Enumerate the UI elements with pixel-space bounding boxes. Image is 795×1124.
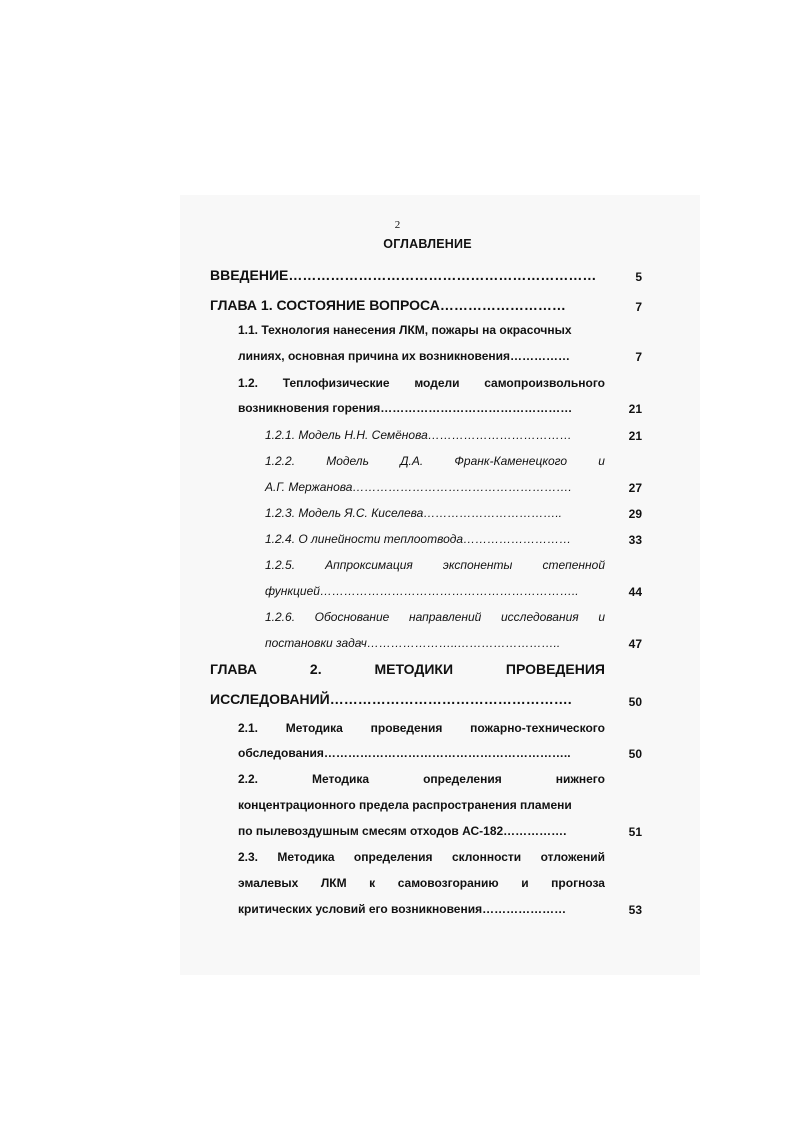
toc-entry-1-2-3[interactable]: 1.2.3. Модель Я.С. Киселева…………………………….. [265,506,562,520]
word: 1.2.2. [265,454,296,468]
word: степенной [542,558,605,572]
word: к [369,876,376,890]
toc-page-1-2-4: 33 [628,533,642,547]
toc-entry-1-2-6-line2[interactable]: постановки задач…………………..…………………….. [265,636,561,650]
word: модели [414,376,460,390]
toc-entry-2-2-line1[interactable] [238,773,605,785]
toc-page-1-2-2: 27 [628,481,642,495]
page-number: 2 [394,219,401,231]
word: ГЛАВА [210,661,258,677]
word: 1.2.5. [265,558,296,572]
word: самовозгоранию [397,876,499,890]
word: МЕТОДИКИ [374,661,454,677]
word: 2.2. [238,772,259,786]
toc-entry-2-1-line1[interactable] [238,722,605,734]
word: Д.А. [400,454,424,468]
word: проведения [370,721,443,735]
toc-page-1-2-6: 47 [628,637,642,651]
toc-page-introduction: 5 [635,270,642,284]
word: эмалевых [238,876,299,890]
toc-entry-2-3-line1[interactable]: 2.3. Методика определения склонности отложений [238,850,605,864]
word: 1.2. [238,376,259,390]
toc-page-chapter-1: 7 [635,300,642,314]
toc-entry-1-2-1[interactable]: 1.2.1. Модель Н.Н. Семёнова……………………………… [265,428,572,442]
word: 2.1. [238,721,259,735]
word: прогноза [551,876,605,890]
toc-page-1-2-1: 21 [628,429,642,443]
word: экспоненты [442,558,513,572]
toc-entry-2-2-line3[interactable]: по пылевоздушным смесям отходов АС-182……………. [238,824,567,838]
toc-entry-1-2-line2[interactable]: возникновения горения………………………………………… [238,401,573,415]
toc-page-1-2-5: 44 [628,585,642,599]
word: нижнего [555,772,605,786]
toc-entry-1-1-line2[interactable]: линиях, основная причина их возникновения…………… [238,349,571,363]
word: и [521,876,529,890]
toc-entry-2-1-line2[interactable]: обследования…………………………………………………….. [238,746,571,760]
toc-page-1-2: 21 [628,402,642,416]
toc-entry-1-2-2-line2[interactable]: А.Г. Мержанова………………………………………………. [265,480,572,494]
word: 2. [309,661,322,677]
toc-page-2-1: 50 [628,747,642,761]
toc-entry-1-2-5-line2[interactable]: функцией……………………………………………………….. [265,584,579,598]
toc-page-chapter-2: 50 [628,695,642,709]
word: ЛКМ [320,876,347,890]
toc-entry-2-2-line2[interactable]: концентрационного предела распространения пламени [238,798,572,812]
word: ПРОВЕДЕНИЯ [505,661,605,677]
toc-entry-1-1-line1[interactable]: 1.1. Технология нанесения ЛКМ, пожары на окрасочных [238,323,572,337]
word: Франк-Каменецкого [454,454,568,468]
toc-page-1-1: 7 [635,350,642,364]
toc-title: ОГЛАВЛЕНИЕ [383,237,472,251]
toc-entry-1-2-2-line1[interactable] [265,455,605,467]
word: самопроизвольного [484,376,605,390]
toc-entry-chapter-2-line2[interactable]: ИССЛЕДОВАНИЙ……………………………………………. [210,691,572,707]
toc-entry-chapter-2-line1[interactable] [210,662,605,676]
word: Модель [326,454,369,468]
word: Теплофизические [282,376,390,390]
toc-entry-1-2-line1[interactable] [238,377,605,389]
toc-page-2-3: 53 [628,903,642,917]
toc-page-1-2-3: 29 [628,507,642,521]
word: определения [423,772,502,786]
word: и [598,454,605,468]
toc-entry-introduction[interactable]: ВВЕДЕНИЕ………………………………………………………… [210,267,597,283]
toc-entry-2-3-line3[interactable]: критических условий его возникновения………………… [238,902,567,916]
toc-entry-1-2-5-line1[interactable] [265,559,605,571]
word: пожарно-технического [470,721,605,735]
word: Методика [312,772,370,786]
toc-page-2-2: 51 [628,825,642,839]
word: Методика [285,721,343,735]
toc-entry-1-2-6-line1[interactable]: 1.2.6. Обоснование направлений исследования и [265,610,605,624]
toc-entry-1-2-4[interactable]: 1.2.4. О линейности теплоотвода……………………… [265,532,572,546]
toc-entry-chapter-1[interactable]: ГЛАВА 1. СОСТОЯНИЕ ВОПРОСА……………………… [210,297,566,313]
toc-entry-2-3-line2[interactable] [238,877,605,889]
word: Аппроксимация [325,558,413,572]
